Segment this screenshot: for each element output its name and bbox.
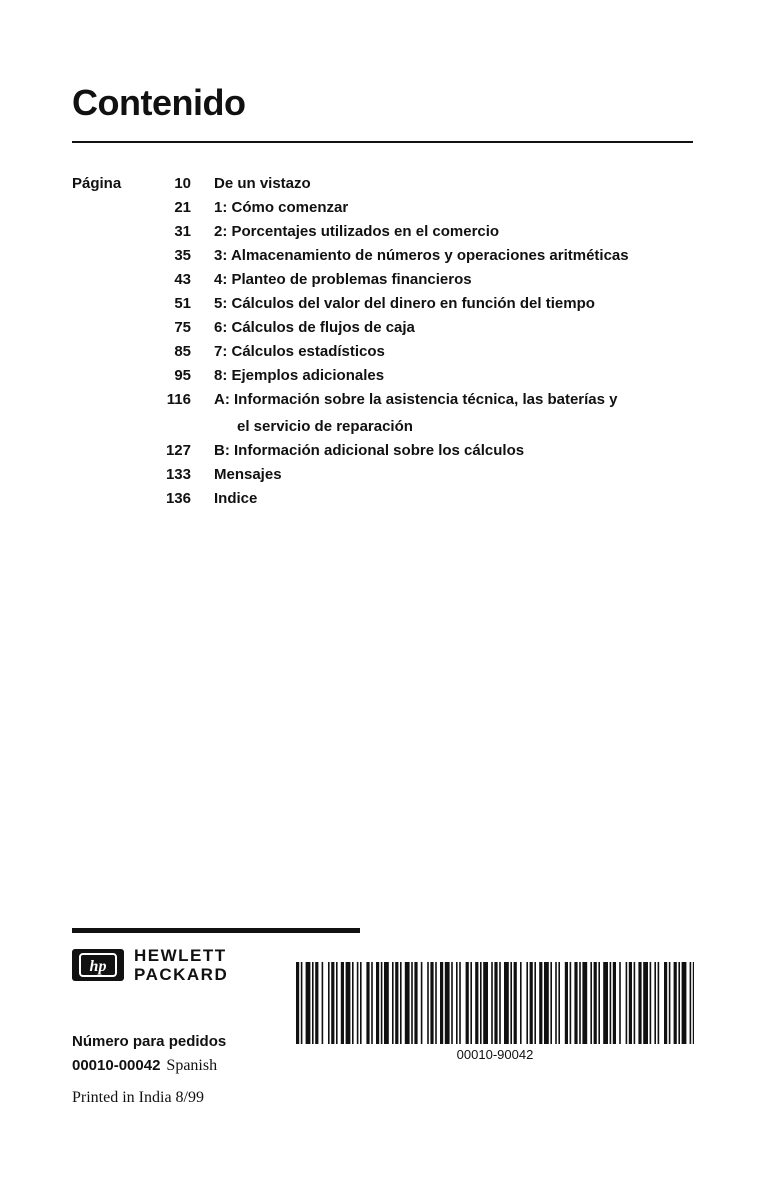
barcode-bar bbox=[555, 962, 557, 1044]
barcode-bar bbox=[565, 962, 568, 1044]
toc-title: De un vistazo bbox=[214, 175, 311, 192]
toc-page-number: 95 bbox=[174, 367, 191, 384]
barcode-bar bbox=[550, 962, 552, 1044]
barcode-bar bbox=[312, 962, 314, 1044]
barcode-bar bbox=[322, 962, 324, 1044]
barcode-bar bbox=[634, 962, 636, 1044]
hp-mark-graphic bbox=[76, 951, 120, 979]
page-title: Contenido bbox=[72, 82, 246, 123]
barcode-bar bbox=[674, 962, 677, 1044]
barcode-bar bbox=[658, 962, 660, 1044]
barcode-bar bbox=[582, 962, 587, 1044]
order-number-label: Número para pedidos bbox=[72, 1033, 227, 1050]
toc-entry[interactable] bbox=[140, 172, 700, 196]
order-number: 00010-00042 bbox=[72, 1057, 161, 1074]
toc-entry[interactable] bbox=[140, 220, 700, 244]
barcode-bar bbox=[341, 962, 344, 1044]
toc-page-number: 43 bbox=[174, 271, 191, 288]
barcode-bar bbox=[411, 962, 413, 1044]
hp-logo-line1: HEWLETT bbox=[134, 946, 227, 965]
toc-title bbox=[214, 388, 700, 439]
barcode-bar bbox=[619, 962, 621, 1044]
barcode-bar bbox=[301, 962, 303, 1044]
barcode-bar bbox=[590, 962, 592, 1044]
page-column-label: Página bbox=[72, 175, 122, 192]
barcode-bar bbox=[371, 962, 373, 1044]
svg-text:hp: hp bbox=[89, 958, 107, 975]
barcode-bar bbox=[366, 962, 369, 1044]
toc-entry[interactable] bbox=[140, 340, 700, 364]
toc-title: Indice bbox=[214, 490, 258, 507]
barcode-bar bbox=[466, 962, 469, 1044]
barcode-bar bbox=[384, 962, 389, 1044]
toc-entry[interactable] bbox=[140, 487, 700, 511]
barcode-bar bbox=[315, 962, 318, 1044]
barcode-bar bbox=[610, 962, 612, 1044]
barcode-bar bbox=[690, 962, 692, 1044]
toc-title: 1: Cómo comenzar bbox=[214, 199, 349, 216]
barcode-bar bbox=[693, 962, 694, 1044]
hp-logo-line2: PACKARD bbox=[134, 965, 229, 984]
toc-page-number: 51 bbox=[174, 295, 191, 312]
barcode-bar bbox=[570, 962, 572, 1044]
toc-page-number: 127 bbox=[165, 442, 191, 459]
barcode-bar bbox=[296, 962, 299, 1044]
toc-title: 2: Porcentajes utilizados en el comercio bbox=[214, 223, 500, 240]
barcode-bar bbox=[440, 962, 443, 1044]
barcode-bar bbox=[558, 962, 560, 1044]
barcode-bar bbox=[520, 962, 522, 1044]
barcode-bar bbox=[456, 962, 458, 1044]
barcode-bar bbox=[376, 962, 379, 1044]
barcode-bar bbox=[499, 962, 501, 1044]
barcode-bar bbox=[539, 962, 542, 1044]
barcode-bar bbox=[405, 962, 410, 1044]
toc-entry[interactable] bbox=[140, 196, 700, 220]
toc-title: 7: Cálculos estadísticos bbox=[214, 343, 385, 360]
barcode-bar bbox=[491, 962, 493, 1044]
toc-page-number: 133 bbox=[165, 466, 191, 483]
barcode-bar bbox=[360, 962, 362, 1044]
barcode-bar bbox=[414, 962, 417, 1044]
title-divider bbox=[72, 141, 693, 143]
barcode-bar bbox=[544, 962, 549, 1044]
toc-entry[interactable] bbox=[140, 244, 700, 268]
toc-entry[interactable] bbox=[140, 292, 700, 316]
barcode-bar bbox=[357, 962, 359, 1044]
toc-page-number: 136 bbox=[165, 490, 191, 507]
barcode-bar bbox=[475, 962, 478, 1044]
toc-entry[interactable] bbox=[140, 463, 700, 487]
toc-entry[interactable] bbox=[140, 439, 700, 463]
barcode-bar bbox=[510, 962, 512, 1044]
toc-page-number: 10 bbox=[174, 175, 191, 192]
barcode-bar bbox=[352, 962, 354, 1044]
toc-page-number: 85 bbox=[174, 343, 191, 360]
barcode-bar bbox=[504, 962, 509, 1044]
toc-page-number: 35 bbox=[174, 247, 191, 264]
barcode-bar bbox=[534, 962, 536, 1044]
barcode-bar bbox=[613, 962, 616, 1044]
toc-entry[interactable] bbox=[140, 388, 700, 439]
hewlett-packard-logo bbox=[72, 946, 228, 984]
barcode-bar bbox=[626, 962, 628, 1044]
table-of-contents bbox=[140, 172, 700, 511]
barcode bbox=[296, 962, 694, 1044]
barcode-bar bbox=[331, 962, 334, 1044]
toc-title: 3: Almacenamiento de números y operaciones aritméticas bbox=[214, 247, 629, 264]
barcode-bar bbox=[643, 962, 648, 1044]
barcode-bar bbox=[470, 962, 472, 1044]
barcode-bar bbox=[328, 962, 330, 1044]
toc-page-number: 116 bbox=[166, 391, 191, 408]
barcode-bar bbox=[392, 962, 394, 1044]
toc-entry[interactable] bbox=[140, 364, 700, 388]
toc-title: B: Información adicional sobre los cálculos bbox=[214, 442, 525, 459]
barcode-bar bbox=[430, 962, 433, 1044]
barcode-bar bbox=[530, 962, 533, 1044]
footer-divider bbox=[72, 928, 360, 933]
barcode-bar bbox=[381, 962, 383, 1044]
barcode-bar bbox=[395, 962, 398, 1044]
order-number-line bbox=[72, 1057, 217, 1075]
barcode-bar bbox=[480, 962, 482, 1044]
barcode-bar bbox=[427, 962, 429, 1044]
barcode-bar bbox=[445, 962, 450, 1044]
barcode-bar bbox=[650, 962, 652, 1044]
barcode-bar bbox=[483, 962, 488, 1044]
barcode-bar bbox=[654, 962, 656, 1044]
barcode-bar bbox=[682, 962, 687, 1044]
toc-title-line2: el servicio de reparación bbox=[237, 418, 413, 435]
barcode-bar bbox=[459, 962, 461, 1044]
barcode-bar bbox=[421, 962, 423, 1044]
barcode-bar bbox=[594, 962, 597, 1044]
barcode-bar bbox=[598, 962, 600, 1044]
toc-title: 5: Cálculos del valor del dinero en función del tiempo bbox=[214, 295, 595, 312]
barcode-bar bbox=[629, 962, 632, 1044]
toc-title: 4: Planteo de problemas financieros bbox=[214, 271, 472, 288]
language-label: Spanish bbox=[166, 1057, 218, 1074]
barcode-bar bbox=[574, 962, 577, 1044]
barcode-bar bbox=[678, 962, 680, 1044]
barcode-bar bbox=[603, 962, 608, 1044]
printed-note: Printed in India 8/99 bbox=[72, 1089, 204, 1106]
barcode-number: 00010-90042 bbox=[456, 1047, 534, 1062]
barcode-bar bbox=[346, 962, 351, 1044]
toc-page-number: 31 bbox=[174, 223, 191, 240]
barcode-bar bbox=[514, 962, 517, 1044]
toc-page-number: 21 bbox=[174, 199, 191, 216]
barcode-bar bbox=[306, 962, 311, 1044]
barcode-bar bbox=[451, 962, 453, 1044]
barcode-bar bbox=[669, 962, 671, 1044]
toc-title: 8: Ejemplos adicionales bbox=[214, 367, 385, 384]
toc-entry[interactable] bbox=[140, 268, 700, 292]
toc-page-number: 75 bbox=[174, 319, 191, 336]
toc-title: Mensajes bbox=[214, 466, 282, 483]
barcode-bar bbox=[400, 962, 402, 1044]
barcode-bar bbox=[526, 962, 528, 1044]
toc-title: 6: Cálculos de flujos de caja bbox=[214, 319, 415, 336]
hp-logo-icon bbox=[72, 949, 124, 981]
barcode-bar bbox=[435, 962, 437, 1044]
barcode-bar bbox=[579, 962, 581, 1044]
barcode-bar bbox=[638, 962, 641, 1044]
toc-title-line1: A: Información sobre la asistencia técnica, las baterías y bbox=[214, 391, 618, 408]
hp-logo-text bbox=[134, 946, 228, 984]
barcode-bar bbox=[664, 962, 667, 1044]
barcode-bar bbox=[336, 962, 338, 1044]
barcode-bar bbox=[494, 962, 497, 1044]
toc-entry[interactable] bbox=[140, 316, 700, 340]
